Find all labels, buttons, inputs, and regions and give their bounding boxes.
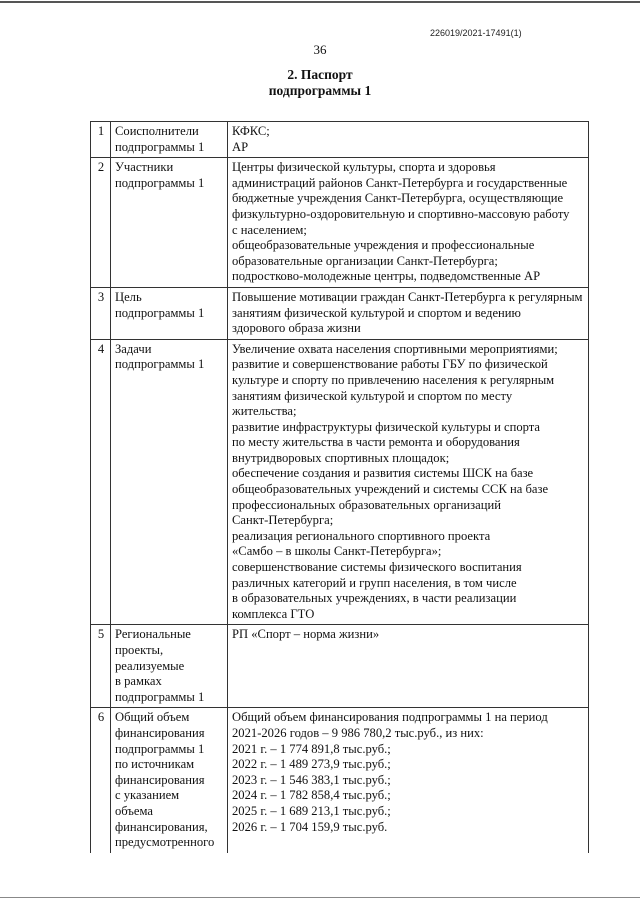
row-name: Общий объем финансирования подпрограммы 1 по источникам финансирования с указанием объема финансирования, предусмотренного <box>111 708 228 853</box>
row-value: КФКС; АР <box>228 122 589 158</box>
row-number: 2 <box>91 158 111 288</box>
table-row <box>91 708 589 853</box>
section-title-line-1: 2. Паспорт <box>287 67 353 82</box>
table-row <box>91 158 589 288</box>
page-number: 36 <box>313 42 327 57</box>
row-value: РП «Спорт – норма жизни» <box>228 625 589 708</box>
row-number: 4 <box>91 339 111 625</box>
table-row <box>91 625 589 708</box>
section-title <box>0 67 640 99</box>
row-value: Повышение мотивации граждан Санкт-Петербурга к регулярным занятиям физической культурой и спортом и ведению здорового образа жизни <box>228 287 589 339</box>
row-number: 1 <box>91 122 111 158</box>
row-value: Центры физической культуры, спорта и здоровья администраций районов Санкт-Петербурга и государственные бюджетные учреждения Санкт-Петербурга, осуществляющие физкультурно-оздоровительную и спортивно-массовую работу с населением; общеобразовательные учреждения и профессиональные образовательные организации Санкт-Петербурга; подростково-молодежные центры, подведомственные АР <box>228 158 589 288</box>
section-title-line-2: подпрограммы 1 <box>268 83 372 98</box>
row-name: Соисполнители подпрограммы 1 <box>111 122 228 158</box>
row-number: 6 <box>91 708 111 853</box>
row-number: 3 <box>91 287 111 339</box>
document-id: 226019/2021-17491(1) <box>430 28 522 38</box>
table-row <box>91 287 589 339</box>
row-name: Задачи подпрограммы 1 <box>111 339 228 625</box>
row-name: Цель подпрограммы 1 <box>111 287 228 339</box>
table-row <box>91 122 589 158</box>
row-number: 5 <box>91 625 111 708</box>
row-value: Общий объем финансирования подпрограммы 1 на период 2021-2026 годов – 9 986 780,2 тыс.руб., из них: 2021 г. – 1 774 891,8 тыс.руб.; 2022 г. – 1 489 273,9 тыс.руб.; 2023 г. – 1 546 383,1 тыс.руб.; 2024 г. – 1 782 858,4 тыс.руб.; 2025 г. – 1 689 213,1 тыс.руб.; 2026 г. – 1 704 159,9 тыс.руб. <box>228 708 589 853</box>
row-name: Участники подпрограммы 1 <box>111 158 228 288</box>
row-name: Региональные проекты, реализуемые в рамках подпрограммы 1 <box>111 625 228 708</box>
passport-table <box>90 121 589 853</box>
scan-top-edge <box>0 1 640 3</box>
scan-bottom-edge <box>0 897 640 898</box>
table-row <box>91 339 589 625</box>
row-value: Увеличение охвата населения спортивными мероприятиями; развитие и совершенствование работы ГБУ по физической культуре и спорту по привлечению населения к регулярным занятиям физической культурой и спортом по месту жительства; развитие инфраструктуры физической культуры и спорта по месту жительства в части ремонта и оборудования внутридворовых спортивных площадок; обеспечение создания и развития системы ШСК на базе общеобразовательных учреждений и системы ССК на базе профессиональных образовательных организаций Санкт-Петербурга; реализация регионального спортивного проекта «Самбо – в школы Санкт-Петербурга»; совершенствование системы физического воспитания различных категорий и групп населения, в том числе в образовательных учреждениях, в части реализации комплекса ГТО <box>228 339 589 625</box>
